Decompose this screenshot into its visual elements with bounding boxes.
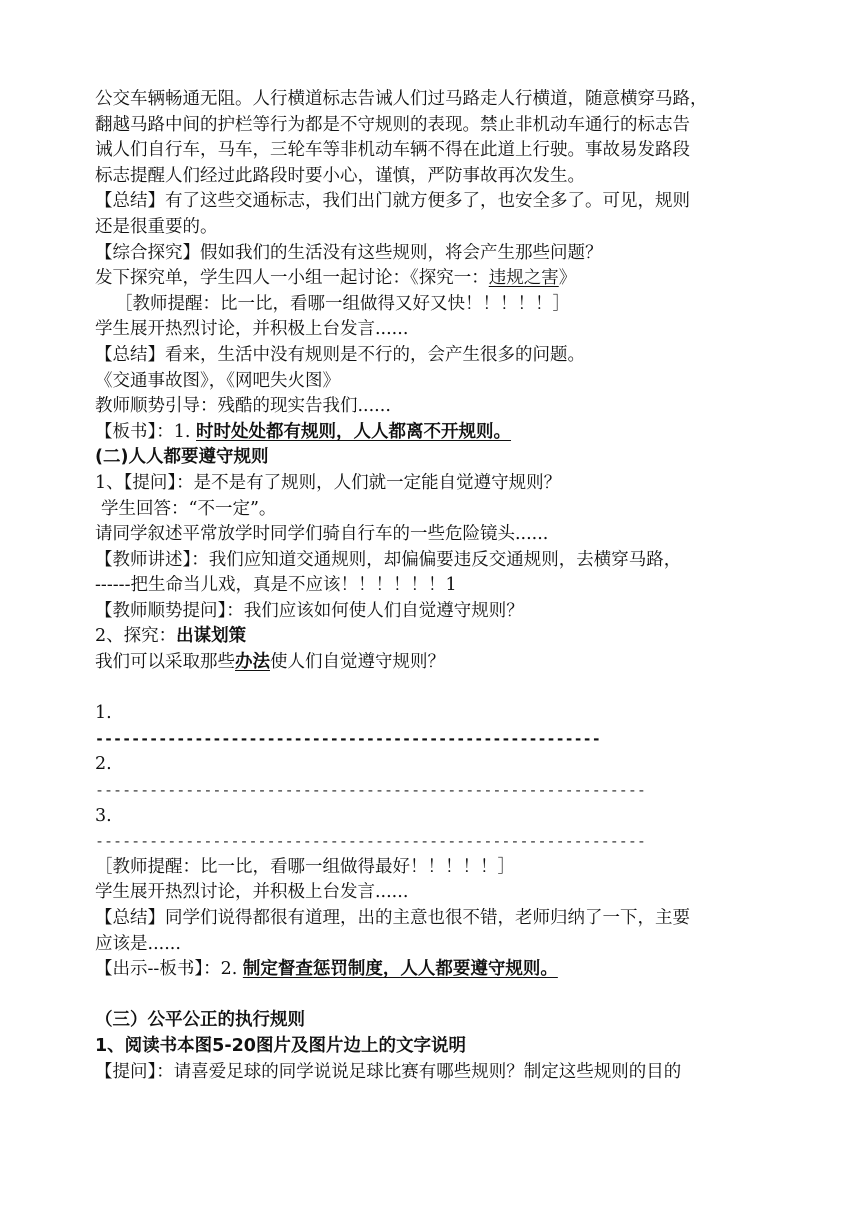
inquiry-topic: 违规之害	[488, 268, 559, 289]
summary-line: 【总结】有了这些交通标志，我们出门就方便多了，也安全多了。可见，规则	[95, 191, 690, 212]
answer-number: 2.	[95, 754, 112, 775]
teacher-reminder: ［教师提醒：比一比，看哪一组做得最好！！！！！］	[95, 856, 515, 877]
reading-instruction: 1、阅读书本图5-20图片及图片边上的文字说明	[95, 1035, 466, 1056]
section-heading: （三）公平公正的执行规则	[95, 1010, 305, 1031]
question-text: 我们可以采取那些	[95, 652, 235, 673]
summary-line: 【总结】看来，生活中没有规则是不行的，会产生很多的问题。	[95, 344, 585, 365]
question-keyword: 办法	[235, 652, 270, 673]
blackboard-line	[95, 957, 795, 983]
student-answer: 学生回答：“不一定”。	[101, 498, 277, 519]
teacher-reminder: ［教师提醒：比一比，看哪一组做得又好又快！！！！！］	[115, 293, 570, 314]
question-text: 使人们自觉遵守规则？	[270, 652, 445, 673]
paragraph-line: 《交通事故图》，《网吧失火图》	[95, 370, 340, 391]
inquiry-label: 2、探究：	[95, 626, 177, 647]
answer-line-1: --------------------------------------------------------	[95, 729, 601, 748]
teacher-narration: 【教师讲述】：我们应知道交通规则，却偏偏要违反交通规则，去横穿马路，	[95, 549, 682, 570]
paragraph-line: 翻越马路中间的护栏等行为都是不守规则的表现。禁止非机动车通行的标志告	[95, 114, 690, 135]
question-line: 1、【提问】：是不是有了规则，人们就一定能自觉遵守规则？	[95, 472, 562, 493]
inquiry-sheet-close: 》	[558, 268, 577, 289]
teacher-narration: ------把生命当儿戏，真是不应该！！！！！！1	[95, 575, 457, 596]
question-line: 【教师顺势提问】：我们应该如何使人们自觉遵守规则？	[95, 600, 524, 621]
answer-line-2: -------------------------------------------------------------	[95, 781, 646, 800]
blackboard-line	[95, 420, 795, 446]
inquiry-sheet-text: 发下探究单，学生四人一小组一起讨论：《探究一：	[95, 268, 489, 289]
answer-number: 1.	[95, 703, 112, 724]
inquiry-title: 出谋划策	[176, 626, 247, 647]
document-page	[95, 87, 795, 1085]
question-line: 【提问】：请喜爱足球的同学说说足球比赛有哪些规则？制定这些规则的目的	[95, 1061, 682, 1082]
answer-line-3: -------------------------------------------------------------	[95, 832, 646, 851]
paragraph-line: 学生展开热烈讨论，并积极上台发言......	[95, 882, 409, 903]
paragraph-line: 教师顺势引导：残酷的现实告我们......	[95, 396, 391, 417]
summary-line: 还是很重要的。	[95, 216, 218, 237]
section-heading: (二)人人都要遵守规则	[95, 447, 269, 468]
inquiry-line: 【综合探究】假如我们的生活没有这些规则，将会产生那些问题？	[95, 242, 603, 263]
summary-line: 应该是......	[95, 933, 181, 954]
inquiry-sheet-line	[95, 266, 795, 292]
paragraph-line: 标志提醒人们经过此路段时要小心，谨慎，严防事故再次发生。	[95, 165, 585, 186]
paragraph-line: 公交车辆畅通无阻。人行横道标志告诫人们过马路走人行横道，随意横穿马路，	[95, 89, 708, 109]
answer-number: 3.	[95, 805, 112, 826]
blackboard-point-2: 制定督查惩罚制度，人人都要遵守规则。	[242, 959, 558, 980]
summary-line: 【总结】同学们说得都很有道理，出的主意也很不错，老师归纳了一下，主要	[95, 908, 690, 928]
blackboard-label: 【出示--板书】：2.	[95, 959, 243, 980]
paragraph-line: 诫人们自行车，马车，三轮车等非机动车辆不得在此道上行驶。事故易发路段	[95, 140, 690, 161]
inquiry-line	[95, 624, 795, 650]
blackboard-point-1: 时时处处都有规则，人人都离不开规则。	[196, 421, 512, 442]
blackboard-label: 【板书】：1.	[95, 421, 197, 442]
paragraph-line: 学生展开热烈讨论，并积极上台发言......	[95, 319, 409, 340]
paragraph-line: 请同学叙述平常放学时同学们骑自行车的一些危险镜头......	[95, 524, 549, 545]
question-line	[95, 650, 795, 676]
